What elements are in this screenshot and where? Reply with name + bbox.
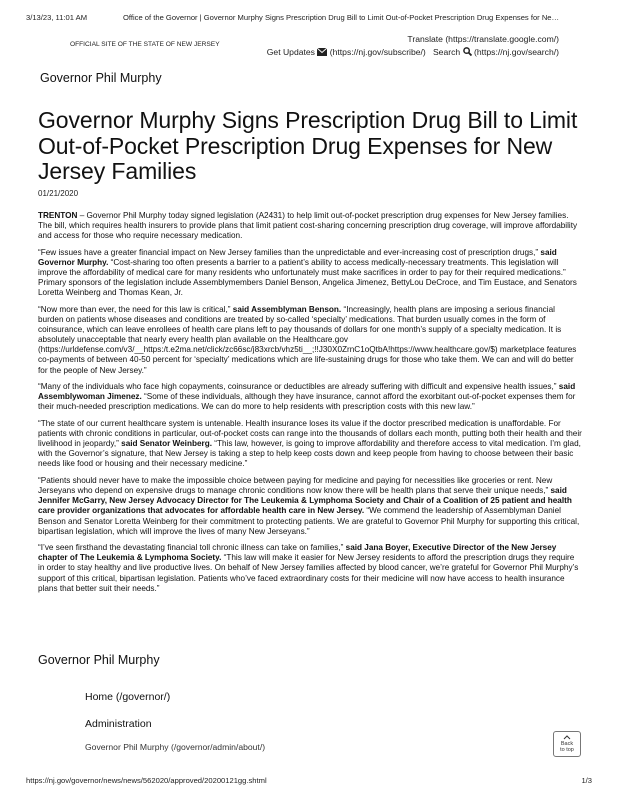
chevron-up-icon xyxy=(563,735,571,740)
official-site-label: OFFICIAL SITE OF THE STATE OF NEW JERSEY xyxy=(70,41,220,48)
search-label: Search xyxy=(432,47,461,57)
dateline: TRENTON xyxy=(38,211,78,220)
print-timestamp: 3/13/23, 11:01 AM xyxy=(26,13,88,22)
article-title: Governor Murphy Signs Prescription Drug Bill to Limit Out-of-Pocket Prescription Drug Expenses for New Jersey Families xyxy=(38,107,578,184)
get-updates-label: Get Updates xyxy=(266,47,315,57)
intro-text: – Governor Phil Murphy today signed legislation (A2431) to help limit out-of-pocket prescription drug expenses for New Jersey families. The bill, which requires health insurers to provide plans that limit patient cost-sharing concerning prescription drug coverage, will improve affordability and access for those who require necessary medication. xyxy=(38,211,578,241)
banner-actions xyxy=(267,47,559,57)
paragraph-governor-quote xyxy=(38,248,582,278)
paragraph-sponsors: Primary sponsors of the legislation include Assemblymembers Daniel Benson, Angelica Jimenez, BettyLou DeCroce, and Tim Eustace, and Senators Loretta Weinberg and Thomas Kean, Jr. xyxy=(38,278,577,298)
speaker-attribution: said Senator Weinberg. xyxy=(118,439,212,449)
quote-text: “This law, however, is going to improve affordability and therefore access to vital medication. I’m glad, with the Governor’s signature, that New Jersey is taking a step to help keep costs down and keep people from having to choose between their basic needs like food or housing and their necessary medicine.” xyxy=(38,439,581,469)
get-updates-url: (https://nj.gov/subscribe/) xyxy=(329,47,426,57)
article-date: 01/21/2020 xyxy=(38,189,79,198)
quote-text: “Patients should never have to make the impossible choice between paying for medicine and paying for necessities like groceries or rent. New Jerseyans who depend on expensive drugs to manage chronic conditions now know there will be health plans that serve their unique needs,” xyxy=(38,476,553,496)
back-to-top-label-line1: Back xyxy=(560,741,574,747)
article-body xyxy=(38,211,582,600)
speaker-attribution: said Jana Boyer, Executive Director of the New Jersey chapter of The Leukemia & Lymphoma Society. xyxy=(38,543,557,563)
quote-text: “Many of the individuals who face high copayments, coinsurance or deductibles are already suffering with difficult and expensive health issues,” xyxy=(38,382,557,392)
quote-text: “Cost-sharing too often presents a barrier to a patient’s ability to access medically-necessary treatments. This legislation will improve the affordability of medical care for many residents who unfortunately must make sacrifices in order to pay for their required medications.” xyxy=(38,257,566,278)
footer-admin-sub-link[interactable]: Governor Phil Murphy (/governor/admin/about/) xyxy=(85,742,266,752)
speaker-attribution: said Assemblywoman Jimenez. xyxy=(38,382,576,402)
speaker-attribution: said Jennifer McGarry, New Jersey Advocacy Director for The Leukemia & Lymphoma Society and Chair of a Coalition of 25 patient and health care provider organizations that advocates for affordable health care in New Jersey. xyxy=(38,486,572,516)
footer-governor-title[interactable]: Governor Phil Murphy xyxy=(38,653,160,667)
paragraph-weinberg-quote xyxy=(38,419,582,469)
governor-label[interactable]: Governor Phil Murphy xyxy=(40,71,162,85)
paragraph-intro xyxy=(38,211,582,241)
quote-text: “Increasingly, health plans are imposing a serious financial burden on patients whose diseases and conditions are treated by so-called ‘specialty’ medications. That burden usually comes in the form of coinsurance, which can leave enrollees of health care plans left to pay thousands of dollars for one month’s supply of a specialty medication. It is absolutely unacceptable that nearly every health plan available on the Healthcare.gov (https://urldefense.com/v3/__https:/t.e2ma.net/click/zc66sc/j83xrcb/vhz5ti__;!!J30X0ZrnC1oQtbA!https://www.healthcare.gov/$) marketplace features co-payments of between 40-50 percent for ‘specialty’ medications which are life-sustaining drugs for those who take them. We can and will do better for the people of New Jersey.” xyxy=(38,304,577,375)
quote-text: “Now more than ever, the need for this law is critical,” xyxy=(38,304,231,314)
speaker-attribution: said Assemblyman Benson. xyxy=(230,304,342,314)
footer-home-link[interactable]: Home (/governor/) xyxy=(85,691,171,703)
quote-text: “I’ve seen firsthand the devastating financial toll chronic illness can take on families,” xyxy=(38,543,344,553)
quote-text: “We commend the leadership of Assemblyman Daniel Benson and Senator Loretta Weinberg for their commitment to protecting patients. We are grateful to Governor Phil Murphy for supporting this critical, bipartisan legislation, which will improve the lives of many New Jerseyans.” xyxy=(38,506,580,536)
footer-administration-link[interactable]: Administration xyxy=(85,718,152,730)
quote-text: “Few issues have a greater financial impact on New Jersey families than the unpredictable and ever-increasing cost of prescription drugs,” xyxy=(38,247,539,257)
get-updates-link[interactable] xyxy=(267,47,428,57)
print-footer-url: https://nj.gov/governor/news/news/562020/approved/20200121gg.shtml xyxy=(26,776,267,785)
envelope-icon xyxy=(317,48,327,56)
paragraph-mcgarry-quote xyxy=(38,476,582,537)
print-page-number: 1/3 xyxy=(581,776,592,785)
search-url: (https://nj.gov/search/) xyxy=(473,47,559,57)
back-to-top-label-line2: to top xyxy=(560,747,574,753)
quote-text: “The state of our current healthcare system is untenable. Health insurance loses its value if the doctor prescribed medication is unaffordable. For patients with chronic conditions in particular, out-of-pocket costs can range into the thousands of dollars each month, putting both their health and their livelihood in jeopardy,” xyxy=(38,419,582,449)
back-to-top-button[interactable] xyxy=(553,731,581,757)
paragraph-benson-quote xyxy=(38,305,582,376)
magnifier-icon xyxy=(463,47,472,56)
quote-text: “Some of these individuals, although they have insurance, cannot afford the exorbitant out-of-pocket expenses them for their much-needed prescription medications. We can do more to help residents with prescription costs with this new law.” xyxy=(38,392,576,412)
search-link[interactable] xyxy=(433,47,559,57)
quote-text: “This law will make it easier for New Jersey residents to afford the prescription drugs they require in order to stay healthy and live productive lives. On behalf of New Jersey families affected by blood cancer, we’re grateful for Governor Phil Murphy’s support of this critical, bipartisan legislation. Patients who’ve faced extraordinary costs for their medicine will now have access to health insurance plans that better suit their needs.” xyxy=(38,553,579,593)
speaker-attribution: said Governor Murphy. xyxy=(38,247,557,267)
translate-link[interactable]: Translate (https://translate.google.com/) xyxy=(407,34,559,44)
paragraph-boyer-quote xyxy=(38,543,582,593)
print-page-title: Office of the Governor | Governor Murphy Signs Prescription Drug Bill to Limit Out-of-Pocket Prescription Drug Expenses for Ne… xyxy=(123,13,560,22)
paragraph-jimenez-quote xyxy=(38,382,582,412)
